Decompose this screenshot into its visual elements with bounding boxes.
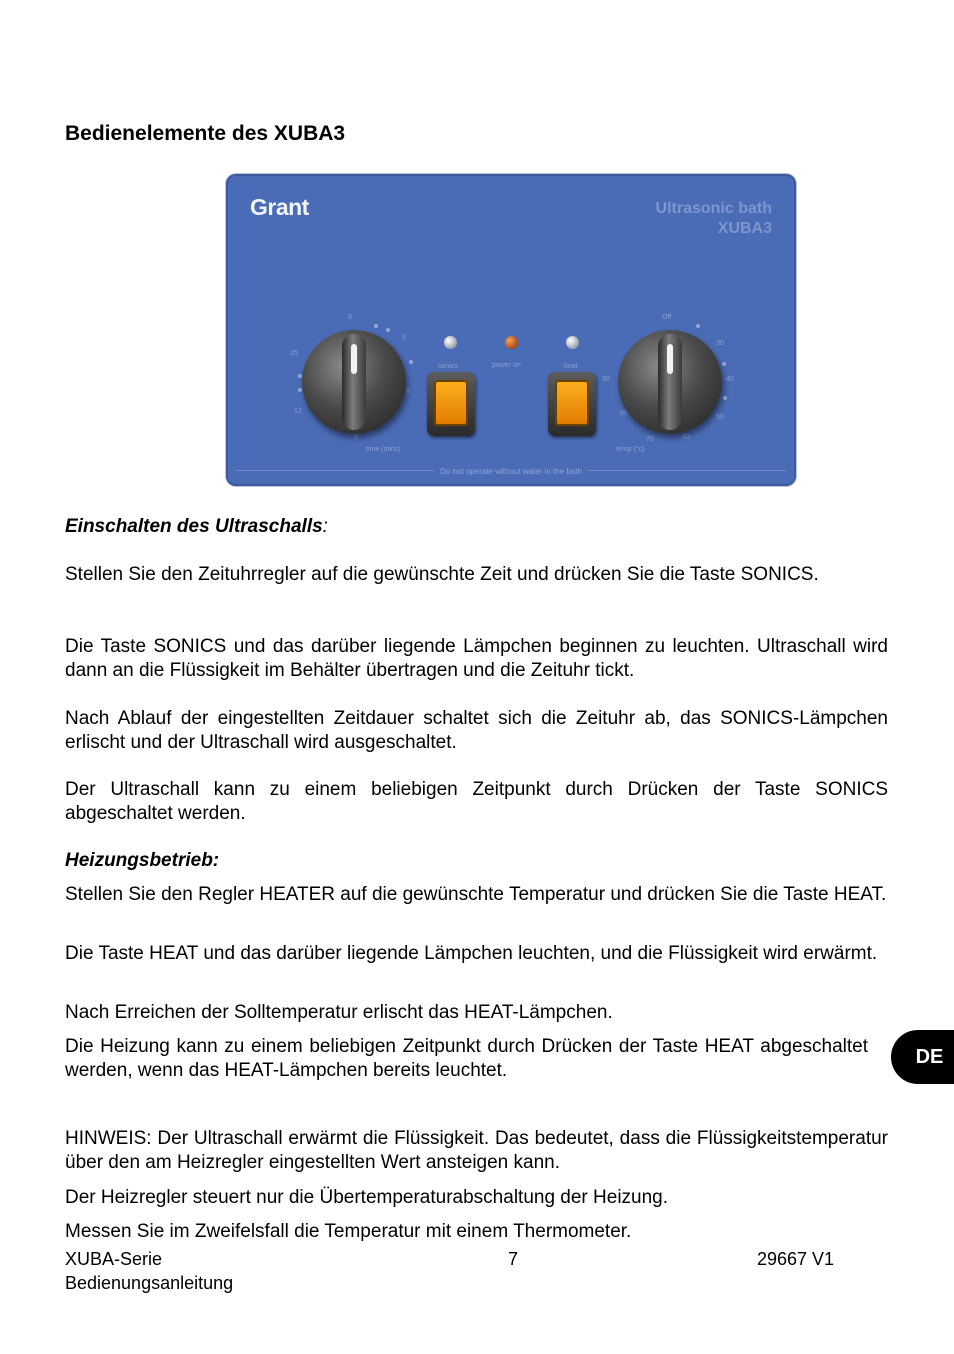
heat-rocker (555, 380, 589, 426)
temp-mark: 70 (646, 436, 654, 443)
sonics-lamp (444, 336, 457, 349)
sonics-label: sonics (438, 363, 458, 370)
section1-paragraph: Nach Ablauf der eingestellten Zeitdauer schaltet sich die Zeituhr ab, das SONICS-Lämpchen erlischt und der Ultraschall wird ausgeschaltet. (65, 708, 888, 753)
note-paragraph: HINWEIS: Der Ultraschall erwärmt die Flüssigkeit. Das bedeutet, dass die Flüssigkeitstemperatur über den am Heizregler eingestellten Wert ansteigen kann. (65, 1128, 888, 1173)
temp-mark: 40 (726, 376, 734, 383)
panel-model-line2: XUBA3 (717, 220, 772, 237)
temp-mark: 80 (620, 410, 628, 417)
section2-paragraph: Stellen Sie den Regler HEATER auf die gewünschte Temperatur und drücken Sie die Taste HEAT. (65, 884, 887, 905)
temperature-knob-pointer (667, 344, 673, 374)
heat-lamp (566, 336, 579, 349)
scale-dot (723, 396, 727, 400)
section1-paragraph: Stellen Sie den Zeituhrregler auf die gewünschte Zeit und drücken Sie die Taste SONICS. (65, 564, 819, 585)
page-heading: Bedienelemente des XUBA3 (65, 122, 346, 145)
section1-paragraph: Die Taste SONICS und das darüber liegende Lämpchen beginnen zu leuchten. Ultraschall wird dann an die Flüssigkeit im Behälter übertragen und die Zeituhr tickt. (65, 636, 888, 681)
section1-paragraph: Der Ultraschall kann zu einem beliebigen Zeitpunkt durch Drücken der Taste SONICS abgeschaltet werden. (65, 779, 888, 824)
sonics-rocker (434, 380, 468, 426)
control-panel-illustration (226, 174, 796, 486)
timer-mark: 12 (294, 408, 302, 415)
temp-mark: Off (662, 314, 672, 321)
section1-title-colon: : (322, 516, 328, 537)
section1-title (65, 516, 328, 538)
note-paragraph: Messen Sie im Zweifelsfall die Temperatur mit einem Thermometer. (65, 1221, 632, 1242)
section1-title-text: Einschalten des Ultraschalls (65, 516, 323, 537)
section2-paragraph: Die Heizung kann zu einem beliebigen Zeitpunkt durch Drücken der Taste HEAT abgeschaltet werden, wenn das HEAT-Lämpchen bereits leuchtet. (65, 1036, 868, 1081)
timer-mark: 15 (290, 350, 298, 357)
footer-doc-id: 29667 V1 (757, 1249, 835, 1269)
panel-model-line1: Ultrasonic bath (655, 200, 772, 217)
section2-paragraph: Die Taste HEAT und das darüber liegende Lämpchen leuchten, und die Flüssigkeit wird erwärmt. (65, 943, 878, 964)
timer-mark: 0 (348, 314, 352, 321)
temp-label: temp (°c) (616, 446, 645, 453)
footer-manual: Bedienungsanleitung (65, 1273, 234, 1293)
heat-switch[interactable] (548, 372, 596, 436)
timer-mark: 9 (354, 434, 358, 441)
temp-mark: 60 (682, 434, 690, 441)
scale-dot (696, 324, 700, 328)
time-label: time (mins) (366, 446, 401, 453)
timer-mark: 6 (406, 388, 410, 395)
scale-dot (409, 360, 413, 364)
temperature-knob[interactable] (618, 330, 722, 434)
scale-dot (298, 388, 302, 392)
timer-mark: 3 (402, 334, 406, 341)
footer-page-number: 7 (508, 1249, 519, 1269)
scale-dot (722, 362, 726, 366)
temp-mark: 90 (602, 376, 610, 383)
heat-label: heat (564, 363, 578, 370)
timer-knob-pointer (351, 344, 357, 374)
timer-knob[interactable] (302, 330, 406, 434)
power-on-lamp (505, 336, 518, 349)
scale-dot (386, 328, 390, 332)
language-tab: DE (891, 1030, 954, 1084)
footer-series: XUBA-Serie (65, 1249, 163, 1269)
sonics-switch[interactable] (427, 372, 475, 436)
brand-logo: Grant (250, 194, 309, 220)
section2-paragraph: Nach Erreichen der Solltemperatur erlischt das HEAT-Lämpchen. (65, 1002, 613, 1023)
section2-title: Heizungsbetrieb: (65, 850, 220, 871)
temp-mark: 50 (716, 414, 724, 421)
scale-dot (374, 324, 378, 328)
panel-warning (226, 467, 796, 476)
power-on-label: power on (492, 362, 521, 369)
temp-mark: 30 (716, 340, 724, 347)
note-paragraph: Der Heizregler steuert nur die Übertemperaturabschaltung der Heizung. (65, 1187, 669, 1208)
panel-warning-text: Do not operate without water in the bath (434, 467, 588, 476)
